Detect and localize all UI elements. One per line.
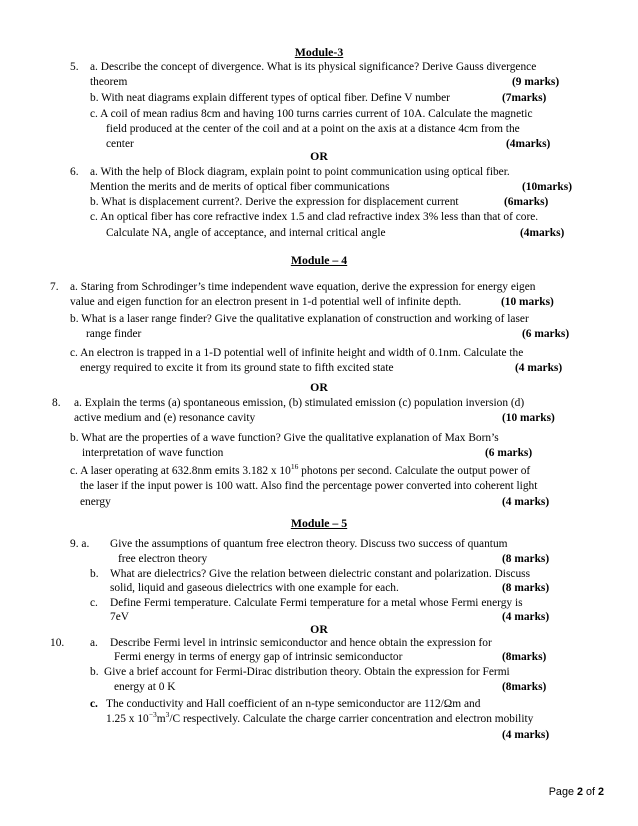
q9b-marks: (8 marks): [502, 582, 550, 594]
footer-page-total: 2: [597, 786, 604, 798]
question-8-number: 8.: [52, 397, 61, 409]
question-6-number: 6.: [70, 166, 79, 178]
or-divider-1: OR: [310, 149, 328, 163]
q9c-marks: (4 marks): [502, 611, 550, 623]
q8b-marks: (6 marks): [485, 447, 533, 459]
q7a-line2: value and eigen function for an electron present in 1-d potential well of infinite depth.: [70, 296, 462, 308]
question-10-number: 10.: [50, 637, 65, 649]
q6b-marks: (6marks): [504, 196, 549, 208]
q9a-marks: (8 marks): [502, 553, 550, 565]
q6a-line1: a. With the help of Block diagram, explain point to point communication using optical fiber.: [90, 166, 510, 178]
q5a-marks: (9 marks): [512, 76, 560, 88]
q10a-line1: Describe Fermi level in intrinsic semiconductor and hence obtain the expression for: [110, 637, 492, 649]
q6b-line1: b. What is displacement current?. Derive the expression for displacement current: [90, 196, 459, 208]
q6a-line2: Mention the merits and de merits of optical fiber communications: [90, 181, 390, 193]
q10a-label: a.: [90, 637, 98, 649]
q10c-line2: 1.25 x $10^{-3}m^3/C$ respectively. Calculate the charge carrier concentration and electron mobility: [106, 710, 534, 725]
q9c-line2: 7eV: [110, 611, 129, 623]
q5c-marks: (4marks): [506, 138, 551, 150]
q10b-label: b.: [90, 666, 99, 678]
q7c-marks: (4 marks): [515, 362, 563, 374]
q6c-line1: c. An optical fiber has core refractive index 1.5 and clad refractive index 3% less than that of core.: [90, 211, 539, 223]
q7b-line2: range finder: [86, 328, 142, 340]
q10c-marks: (4 marks): [502, 729, 550, 741]
module-5-title: Module – 5: [290, 516, 348, 530]
q9a-line1: Give the assumptions of quantum free electron theory. Discuss two success of quantum: [110, 538, 508, 550]
q7b-marks: (6 marks): [522, 328, 570, 340]
q8c-line2: the laser if the input power is 100 watt. Also find the percentage power converted into coherent light: [80, 480, 538, 492]
q10b-line2: energy at 0 K: [114, 681, 176, 693]
q9a-line2: free electron theory: [118, 553, 208, 565]
q10a-line2: Fermi energy in terms of energy gap of intrinsic semiconductor: [114, 651, 403, 663]
q9c-label: c.: [90, 597, 98, 609]
q9b-label: b.: [90, 568, 99, 580]
q5a-line2: theorem: [90, 76, 128, 88]
or-divider-2: OR: [310, 380, 328, 394]
footer-of-word: of: [585, 786, 595, 798]
q8c-line1: c. A laser operating at 632.8nm emits 3.182 x $10^{16}$ photons per second. Calculate the output power of: [70, 462, 531, 477]
q6c-line2: Calculate NA, angle of acceptance, and internal critical angle: [106, 227, 386, 239]
q10b-line1: Give a brief account for Fermi-Dirac distribution theory. Obtain the expression for Fermi: [104, 666, 510, 678]
q8a-line1: a. Explain the terms (a) spontaneous emission, (b) stimulated emission (c) population inversion (d): [74, 397, 525, 409]
footer-page-word: Page: [548, 786, 574, 798]
q5c-line3: center: [106, 138, 134, 150]
q5b-line1: b. With neat diagrams explain different types of optical fiber. Define V number: [90, 92, 450, 104]
q8b-line1: b. What are the properties of a wave function? Give the qualitative explanation of Max Born’s: [70, 432, 499, 444]
footer-page-number: 2: [576, 786, 583, 798]
q5b-marks: (7marks): [502, 92, 547, 104]
q10c-line1: The conductivity and Hall coefficient of an n-type semiconductor are 112/Ωm and: [106, 698, 481, 710]
q10a-marks: (8marks): [502, 651, 547, 663]
q9b-line1: What are dielectrics? Give the relation between dielectric constant and polarization. Discuss: [110, 568, 531, 580]
page-footer: [549, 785, 604, 800]
q10c-label: c.: [90, 698, 98, 710]
q9b-line2: solid, liquid and gaseous dielectrics with one example for each.: [110, 582, 399, 594]
question-7-number: 7.: [50, 281, 59, 293]
q5a-line1: a. Describe the concept of divergence. What is its physical significance? Derive Gauss divergence: [90, 61, 537, 73]
q8a-line2: active medium and (e) resonance cavity: [74, 412, 256, 424]
q10b-marks: (8marks): [502, 681, 547, 693]
question-5-number: 5.: [70, 61, 79, 73]
q5c-line2: field produced at the center of the coil and at a point on the axis at a distance 4cm from the: [106, 123, 520, 135]
q6a-marks: (10marks): [522, 181, 572, 193]
q5c-line1: c. A coil of mean radius 8cm and having 100 turns carries current of 10A. Calculate the magnetic: [90, 108, 533, 120]
q8b-line2: interpretation of wave function: [82, 447, 224, 459]
q9c-line1: Define Fermi temperature. Calculate Fermi temperature for a metal whose Fermi energy is: [110, 597, 523, 609]
module-3-title: Module-3: [294, 45, 344, 59]
q8c-line3: energy: [80, 496, 111, 508]
q7c-line1: c. An electron is trapped in a 1-D potential well of infinite height and width of 0.1nm. Calculate the: [70, 347, 524, 359]
q7a-line1: a. Staring from Schrodinger’s time independent wave equation, derive the expression for energy eigen: [70, 281, 536, 293]
q8a-marks: (10 marks): [502, 412, 555, 424]
q7c-line2: energy required to excite it from its ground state to fifth excited state: [80, 362, 394, 374]
q8c-marks: (4 marks): [502, 496, 550, 508]
module-4-title: Module – 4: [290, 253, 348, 267]
or-divider-3: OR: [310, 622, 328, 636]
q6c-marks: (4marks): [520, 227, 565, 239]
question-9-number: 9. a.: [70, 538, 90, 550]
q7a-marks: (10 marks): [501, 296, 554, 308]
q7b-line1: b. What is a laser range finder? Give the qualitative explanation of construction and working of laser: [70, 313, 529, 325]
